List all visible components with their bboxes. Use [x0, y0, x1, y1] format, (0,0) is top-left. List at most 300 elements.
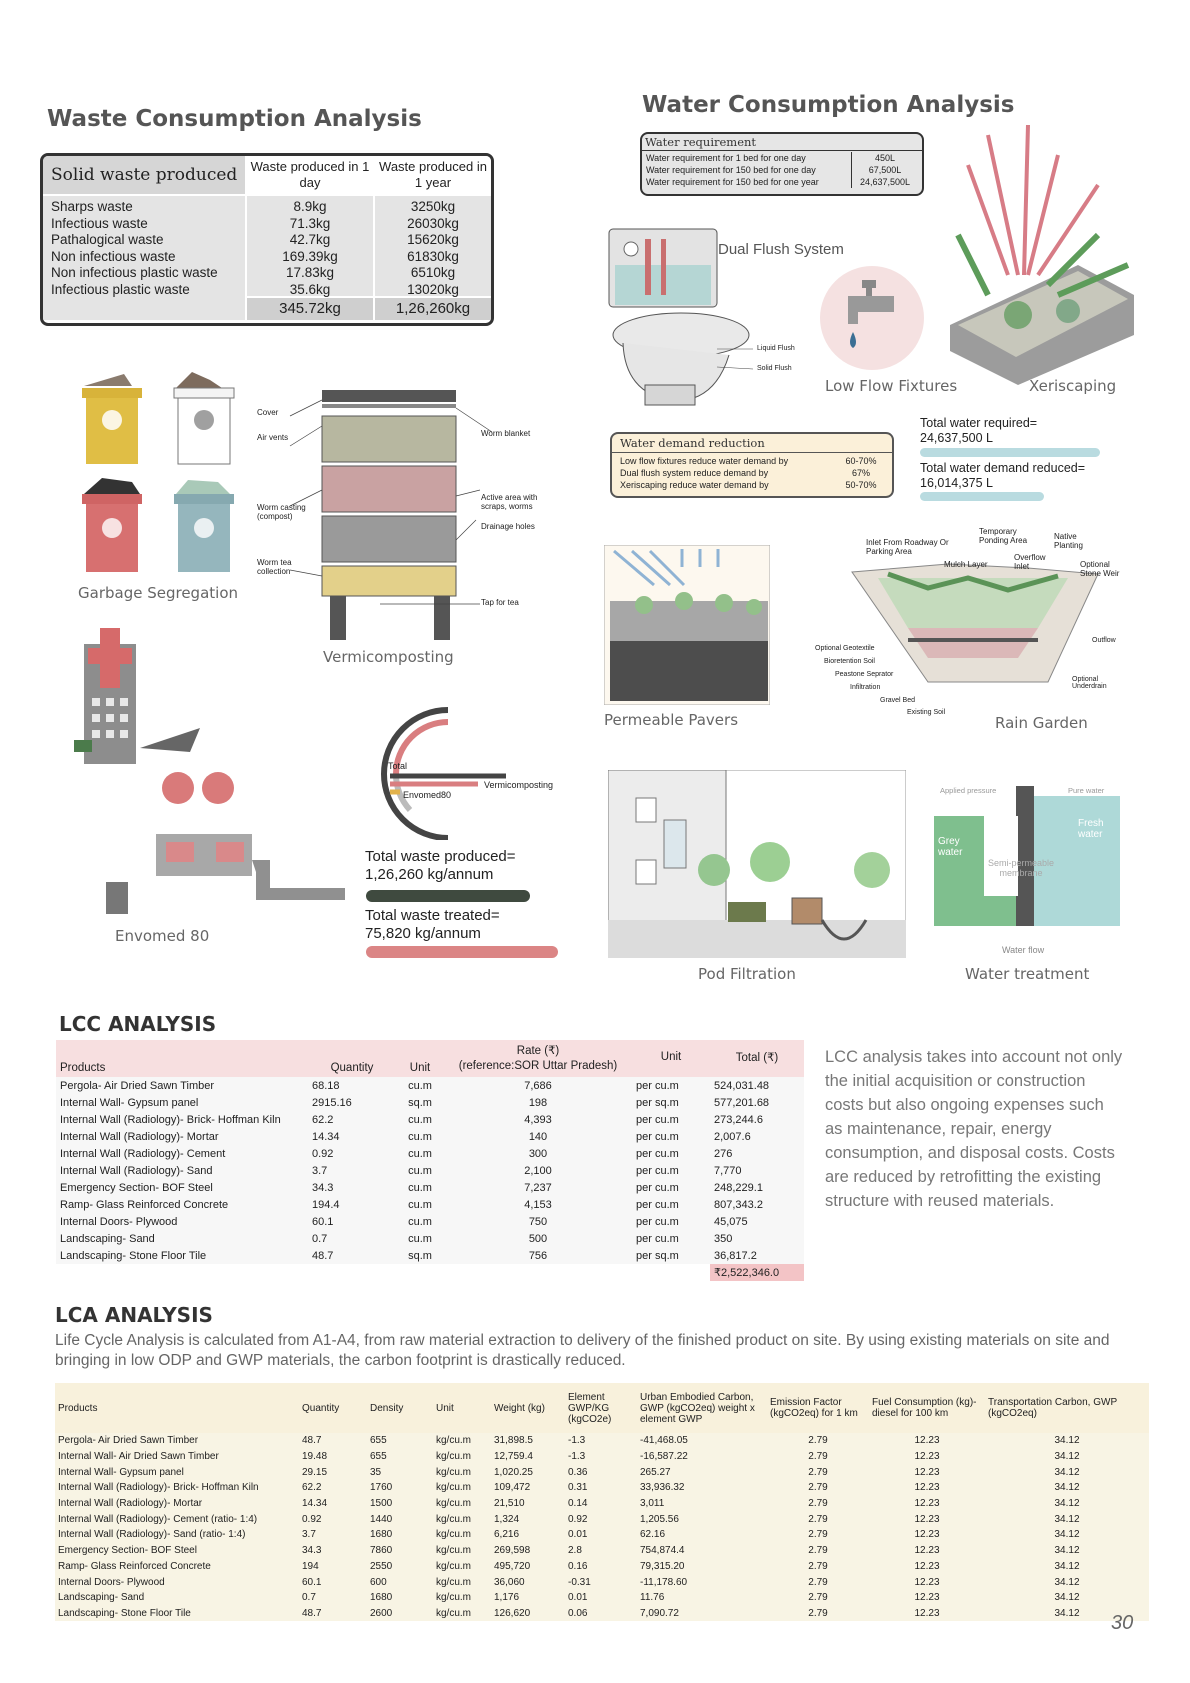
lca-cell: kg/cu.m: [433, 1606, 491, 1622]
wt-fresh-label: Fresh water: [1078, 818, 1104, 840]
lcc-cell: Pergola- Air Dried Sawn Timber: [56, 1077, 308, 1094]
lcc-cell: sq.m: [396, 1247, 444, 1264]
lcc-cell: 0.7: [308, 1230, 396, 1247]
lca-cell: 31,898.5: [491, 1433, 565, 1449]
lcc-cell: 140: [444, 1128, 632, 1145]
waste-row-name: Infectious waste: [51, 215, 148, 231]
lca-cell: 1500: [367, 1496, 433, 1512]
lca-cell: 0.01: [565, 1590, 637, 1606]
treatment-caption: Water treatment: [965, 965, 1090, 983]
water-demand-rows: [620, 455, 886, 491]
lcc-h-unit: Unit: [396, 1040, 444, 1077]
lca-row: [55, 1574, 1149, 1590]
waste-year-col: [375, 196, 491, 296]
lcc-cell: 577,201.68: [710, 1094, 804, 1111]
lcc-row: [56, 1162, 804, 1179]
lca-header: Transportation Carbon, GWP (kgCO2eq): [985, 1383, 1149, 1433]
lca-header: Products: [55, 1383, 299, 1433]
lcc-cell: per cu.m: [632, 1077, 710, 1094]
water-required-bar: [920, 448, 1100, 457]
water-title: Water Consumption Analysis: [642, 92, 1015, 118]
vermi-casting-label: Worm casting (compost): [257, 503, 306, 521]
lcc-title: LCC ANALYSIS: [59, 1012, 217, 1036]
xeriscaping-illustration: [948, 125, 1138, 385]
lca-header: Density: [367, 1383, 433, 1433]
water-demand-row: [620, 467, 886, 479]
waste-produced-bar: [366, 890, 530, 902]
lcc-cell: 248,229.1: [710, 1179, 804, 1196]
lca-cell: 34.12: [985, 1433, 1149, 1449]
wt-flow-label: Water flow: [1002, 945, 1045, 955]
lca-cell: 0.14: [565, 1496, 637, 1512]
lca-cell: 29.15: [299, 1464, 367, 1480]
lca-cell: kg/cu.m: [433, 1480, 491, 1496]
lca-cell: Internal Wall (Radiology)- Brick- Hoffman Kiln: [55, 1480, 299, 1496]
lcc-row: [56, 1128, 804, 1145]
lca-cell: 34.12: [985, 1464, 1149, 1480]
lca-cell: 2.79: [767, 1511, 869, 1527]
lca-cell: 2.79: [767, 1496, 869, 1512]
lcc-cell: per cu.m: [632, 1162, 710, 1179]
lca-cell: 1,176: [491, 1590, 565, 1606]
red-bin-icon: [82, 478, 142, 572]
lcc-cell: per cu.m: [632, 1230, 710, 1247]
lcc-cell: cu.m: [396, 1128, 444, 1145]
lca-cell: 12.23: [869, 1559, 985, 1575]
lca-cell: Internal Wall- Gypsum panel: [55, 1464, 299, 1480]
lca-cell: 12.23: [869, 1480, 985, 1496]
lca-cell: 34.12: [985, 1511, 1149, 1527]
lcc-row: [56, 1230, 804, 1247]
lca-cell: 48.7: [299, 1606, 367, 1622]
lcc-cell: Emergency Section- BOF Steel: [56, 1179, 308, 1196]
lcc-cell: 300: [444, 1145, 632, 1162]
rg-native-label: Native Planting: [1054, 532, 1083, 550]
rg-weir-label: Optional Stone Weir: [1080, 560, 1120, 578]
waste-row-year: 3250kg: [410, 199, 456, 214]
lcc-cell: 273,244.6: [710, 1111, 804, 1128]
water-req-label: Water requirement for 150 bed for one year: [646, 177, 819, 187]
water-reduced-bar: [920, 492, 1044, 501]
lcc-cell: per sq.m: [632, 1247, 710, 1264]
lca-cell: 48.7: [299, 1433, 367, 1449]
lca-cell: Internal Wall- Air Dried Sawn Timber: [55, 1449, 299, 1465]
lca-cell: 2.79: [767, 1449, 869, 1465]
lca-cell: 2.79: [767, 1464, 869, 1480]
lcc-cell: 7,770: [710, 1162, 804, 1179]
lcc-cell: 4,153: [444, 1196, 632, 1213]
lca-cell: 1,020.25: [491, 1464, 565, 1480]
lcc-row: [56, 1145, 804, 1162]
lcc-cell: 2915.16: [308, 1094, 396, 1111]
lca-cell: 62.16: [637, 1527, 767, 1543]
lcc-cell: 62.2: [308, 1111, 396, 1128]
lcc-row: [56, 1094, 804, 1111]
lca-cell: 11.76: [637, 1590, 767, 1606]
lca-cell: Internal Wall (Radiology)- Mortar: [55, 1496, 299, 1512]
lca-cell: 33,936.32: [637, 1480, 767, 1496]
lca-cell: 2550: [367, 1559, 433, 1575]
rg-inlet-label: Inlet From Roadway Or Parking Area: [866, 538, 949, 556]
rain-garden-caption: Rain Garden: [995, 714, 1088, 732]
vermi-tea-label: Worm tea collection: [257, 558, 292, 576]
lcc-cell: Landscaping- Stone Floor Tile: [56, 1247, 308, 1264]
water-req-label: Water requirement for 1 bed for one day: [646, 153, 806, 163]
lca-cell: 34.12: [985, 1480, 1149, 1496]
lca-cell: 14.34: [299, 1496, 367, 1512]
total-water-required-label: Total water required=: [920, 416, 1038, 430]
lca-cell: 2.79: [767, 1559, 869, 1575]
wt-grey-label: Grey water: [938, 836, 963, 858]
lcc-cell: 14.34: [308, 1128, 396, 1145]
lca-cell: 35: [367, 1464, 433, 1480]
lca-cell: 12.23: [869, 1433, 985, 1449]
rg-underdrain-label: Optional Underdrain: [1072, 676, 1107, 690]
lca-cell: -11,178.60: [637, 1574, 767, 1590]
lca-row: [55, 1480, 1149, 1496]
wt-membrane-label: Semi-permeable membrane: [987, 858, 1055, 878]
water-demand-row: [620, 455, 886, 467]
waste-row-name: Non infectious plastic waste: [51, 265, 218, 280]
lca-row: [55, 1559, 1149, 1575]
lca-cell: 0.92: [565, 1511, 637, 1527]
lca-header: Fuel Consumption (kg)- diesel for 100 km: [869, 1383, 985, 1433]
lca-cell: 0.92: [299, 1511, 367, 1527]
lcc-h-rate: Rate (₹) (reference:SOR Uttar Pradesh): [444, 1040, 632, 1077]
lcc-cell: Landscaping- Sand: [56, 1230, 308, 1247]
lca-header: Quantity: [299, 1383, 367, 1433]
lca-cell: 79,315.20: [637, 1559, 767, 1575]
water-req-label: Water requirement for 150 bed for one day: [646, 165, 816, 175]
lca-cell: 12.23: [869, 1511, 985, 1527]
white-bin-icon: [174, 372, 234, 464]
gauge-total-label: Total: [388, 761, 408, 771]
waste-row-year: 6510kg: [410, 265, 456, 280]
lca-header: Emission Factor (kgCO2eq) for 1 km: [767, 1383, 869, 1433]
water-demand-reduction-box: [610, 432, 894, 498]
waste-row-day: 8.9kg: [293, 199, 327, 214]
lca-cell: 36,060: [491, 1574, 565, 1590]
waste-year-header: Waste produced in 1 year: [375, 156, 491, 194]
lca-cell: 12.23: [869, 1574, 985, 1590]
waste-row-name: Infectious plastic waste: [51, 281, 190, 297]
lca-cell: 34.3: [299, 1543, 367, 1559]
lca-cell: kg/cu.m: [433, 1527, 491, 1543]
permeable-pavers-illustration: [604, 545, 770, 705]
water-requirement-row: [646, 164, 918, 176]
lcc-cell: Internal Wall- Gypsum panel: [56, 1094, 308, 1111]
water-demand-row: [620, 479, 886, 491]
water-demand-value: 67%: [851, 468, 870, 478]
lca-cell: kg/cu.m: [433, 1574, 491, 1590]
lcc-cell: per sq.m: [632, 1094, 710, 1111]
lca-cell: -1.3: [565, 1433, 637, 1449]
waste-row-day: 17.83kg: [285, 265, 335, 280]
lcc-cell: cu.m: [396, 1145, 444, 1162]
lcc-cell: per cu.m: [632, 1179, 710, 1196]
pod-filtration-illustration: [608, 770, 906, 958]
lca-cell: 34.12: [985, 1606, 1149, 1622]
water-demand-value: 50-70%: [845, 480, 877, 490]
lca-cell: 12.23: [869, 1496, 985, 1512]
total-water-required-value: 24,637,500 L: [920, 431, 993, 445]
lca-cell: 12.23: [869, 1449, 985, 1465]
lca-cell: 12.23: [869, 1527, 985, 1543]
lca-cell: Pergola- Air Dried Sawn Timber: [55, 1433, 299, 1449]
lca-cell: 21,510: [491, 1496, 565, 1512]
rg-gravel-label: Gravel Bed: [880, 697, 916, 704]
lca-cell: 12.23: [869, 1543, 985, 1559]
lcc-empty-cell: [396, 1264, 444, 1281]
lcc-cell: cu.m: [396, 1077, 444, 1094]
total-waste-produced-label: Total waste produced=: [365, 848, 516, 865]
total-waste-treated-label: Total waste treated=: [365, 907, 500, 924]
lcc-cell: 194.4: [308, 1196, 396, 1213]
lcc-cell: 750: [444, 1213, 632, 1230]
lca-cell: 265.27: [637, 1464, 767, 1480]
lca-cell: -0.31: [565, 1574, 637, 1590]
garbage-bins-illustration: [72, 368, 252, 583]
lca-cell: 3,011: [637, 1496, 767, 1512]
lcc-cell: 807,343.2: [710, 1196, 804, 1213]
water-demand-value: 60-70%: [845, 456, 877, 466]
lca-cell: 495,720: [491, 1559, 565, 1575]
xeriscaping-caption: Xeriscaping: [1029, 377, 1117, 395]
vermi-drainage-label: Drainage holes: [481, 522, 535, 531]
lca-cell: 34.12: [985, 1590, 1149, 1606]
lca-cell: 12.23: [869, 1606, 985, 1622]
waste-row-year: 13020kg: [407, 281, 459, 297]
lca-cell: 2.79: [767, 1527, 869, 1543]
lcc-cell: 34.3: [308, 1179, 396, 1196]
lcc-row: [56, 1247, 804, 1264]
lca-cell: 34.12: [985, 1527, 1149, 1543]
lca-row: [55, 1606, 1149, 1622]
waste-row-day: 35.6kg: [289, 281, 331, 297]
lca-cell: 34.12: [985, 1449, 1149, 1465]
lca-row: [55, 1433, 1149, 1449]
water-requirement-rows: [646, 152, 918, 188]
lcc-grand-total: ₹2,522,346.0: [710, 1264, 804, 1281]
lca-cell: 34.12: [985, 1559, 1149, 1575]
rg-infiltration-label: Infiltration: [850, 684, 881, 691]
lca-cell: 2600: [367, 1606, 433, 1622]
lca-cell: 600: [367, 1574, 433, 1590]
waste-day-header: Waste produced in 1 day: [247, 156, 373, 194]
lca-cell: 62.2: [299, 1480, 367, 1496]
lcc-cell: 276: [710, 1145, 804, 1162]
lcc-cell: per cu.m: [632, 1196, 710, 1213]
lca-cell: Landscaping- Sand: [55, 1590, 299, 1606]
lcc-cell: Internal Wall (Radiology)- Mortar: [56, 1128, 308, 1145]
lca-cell: Landscaping- Stone Floor Tile: [55, 1606, 299, 1622]
lca-cell: 6,216: [491, 1527, 565, 1543]
water-requirement-box: [640, 132, 924, 196]
lcc-cell: cu.m: [396, 1196, 444, 1213]
lcc-cell: per cu.m: [632, 1145, 710, 1162]
lca-cell: 655: [367, 1433, 433, 1449]
lcc-cell: per cu.m: [632, 1213, 710, 1230]
pod-caption: Pod Filtration: [698, 965, 796, 983]
lca-cell: 12.23: [869, 1464, 985, 1480]
liquid-flush-label: Liquid Flush: [757, 345, 795, 352]
lcc-cell: 7,237: [444, 1179, 632, 1196]
vermi-airvents-label: Air vents: [257, 433, 289, 442]
waste-title: Waste Consumption Analysis: [47, 106, 422, 132]
lcc-cell: 2,100: [444, 1162, 632, 1179]
lcc-row: [56, 1213, 804, 1230]
total-waste-treated-value: 75,820 kg/annum: [365, 925, 481, 942]
total-water-reduced-label: Total water demand reduced=: [920, 461, 1086, 475]
lca-cell: 2.79: [767, 1606, 869, 1622]
lca-cell: kg/cu.m: [433, 1496, 491, 1512]
vermi-cover-label: Cover: [257, 408, 279, 417]
lca-cell: 194: [299, 1559, 367, 1575]
lcc-cell: 198: [444, 1094, 632, 1111]
lcc-cell: 350: [710, 1230, 804, 1247]
lca-cell: -1.3: [565, 1449, 637, 1465]
lcc-cell: cu.m: [396, 1179, 444, 1196]
lcc-cell: 45,075: [710, 1213, 804, 1230]
lcc-row: [56, 1111, 804, 1128]
lca-cell: 1680: [367, 1590, 433, 1606]
lca-cell: 2.79: [767, 1574, 869, 1590]
vermi-active-label: Active area with scraps, worms: [481, 493, 538, 511]
gauge-envomed-label: Envomed80: [403, 790, 452, 800]
lcc-total-row: [56, 1264, 804, 1281]
waste-gauge-chart: [318, 700, 568, 840]
lcc-cell: 524,031.48: [710, 1077, 804, 1094]
lcc-h-quantity: Quantity: [308, 1040, 396, 1077]
waste-names-col: [43, 196, 245, 320]
lca-cell: 3.7: [299, 1527, 367, 1543]
lcc-cell: cu.m: [396, 1213, 444, 1230]
water-requirement-title: Water requirement: [645, 135, 757, 149]
lcc-h-products: Products: [56, 1040, 308, 1077]
lca-cell: 655: [367, 1449, 433, 1465]
lca-cell: Internal Wall (Radiology)- Cement (ratio- 1:4): [55, 1511, 299, 1527]
lca-cell: 2.79: [767, 1480, 869, 1496]
page-number: 30: [1111, 1612, 1134, 1634]
lca-row: [55, 1464, 1149, 1480]
lca-cell: 1,205.56: [637, 1511, 767, 1527]
lca-header: Urban Embodied Carbon, GWP (kgCO2eq) weight x element GWP: [637, 1383, 767, 1433]
lca-cell: 126,620: [491, 1606, 565, 1622]
vermi-caption: Vermicomposting: [323, 648, 454, 666]
garbage-caption: Garbage Segregation: [78, 584, 238, 602]
lca-cell: Internal Doors- Plywood: [55, 1574, 299, 1590]
rg-mulch-label: Mulch Layer: [944, 560, 988, 569]
lca-cell: 34.12: [985, 1543, 1149, 1559]
low-flow-faucet-illustration: [818, 262, 934, 374]
rg-overflow-label: Overflow Inlet: [1014, 553, 1046, 571]
lca-cell: 7860: [367, 1543, 433, 1559]
lca-table: [55, 1383, 1149, 1621]
lca-cell: 12,759.4: [491, 1449, 565, 1465]
lcc-cell: Internal Wall (Radiology)- Cement: [56, 1145, 308, 1162]
lcc-cell: 36,817.2: [710, 1247, 804, 1264]
lca-row: [55, 1496, 1149, 1512]
lca-cell: 7,090.72: [637, 1606, 767, 1622]
lca-cell: 109,472: [491, 1480, 565, 1496]
waste-row-day: 169.39kg: [282, 248, 338, 264]
lca-cell: Internal Wall (Radiology)- Sand (ratio- 1:4): [55, 1527, 299, 1543]
lca-row: [55, 1543, 1149, 1559]
lca-cell: kg/cu.m: [433, 1559, 491, 1575]
lca-cell: 12.23: [869, 1590, 985, 1606]
waste-row-name: Pathalogical waste: [51, 232, 164, 247]
lca-header: Weight (kg): [491, 1383, 565, 1433]
water-requirement-row: [646, 176, 918, 188]
lcc-row: [56, 1196, 804, 1213]
waste-row-day: 42.7kg: [289, 232, 331, 247]
lcc-cell: Ramp- Glass Reinforced Concrete: [56, 1196, 308, 1213]
lca-cell: 2.79: [767, 1590, 869, 1606]
lcc-table: [56, 1040, 804, 1281]
lcc-cell: 2,007.6: [710, 1128, 804, 1145]
lcc-row: [56, 1179, 804, 1196]
lca-cell: Emergency Section- BOF Steel: [55, 1543, 299, 1559]
lca-cell: 1680: [367, 1527, 433, 1543]
envomed-caption: Envomed 80: [115, 927, 210, 945]
total-water-reduced-value: 16,014,375 L: [920, 476, 993, 490]
lca-cell: 34.12: [985, 1574, 1149, 1590]
lcc-cell: 756: [444, 1247, 632, 1264]
rg-geotextile-label: Optional Geotextile: [815, 645, 875, 652]
lcc-cell: cu.m: [396, 1230, 444, 1247]
lcc-cell: 7,686: [444, 1077, 632, 1094]
envomed-illustration: [70, 628, 350, 918]
lcc-cell: 48.7: [308, 1247, 396, 1264]
lca-cell: 0.31: [565, 1480, 637, 1496]
rg-existing-label: Existing Soil: [907, 709, 946, 716]
lcc-empty-cell: [632, 1264, 710, 1281]
lca-cell: kg/cu.m: [433, 1433, 491, 1449]
waste-row-year: 26030kg: [407, 215, 459, 231]
solid-flush-label: Solid Flush: [757, 365, 792, 372]
water-demand-label: Low flow fixtures reduce water demand by: [620, 456, 789, 466]
rg-peastone-label: Peastone Seprator: [835, 671, 894, 678]
lca-cell: 0.16: [565, 1559, 637, 1575]
lcc-cell: Internal Wall (Radiology)- Brick- Hoffman Kiln: [56, 1111, 308, 1128]
lca-description: Life Cycle Analysis is calculated from A1-A4, from raw material extraction to delivery of the finished product on site. By using existing materials on site and bringing in low ODP and GWP materials, the carbon footprint is drastically reduced.: [55, 1332, 1110, 1369]
lca-cell: 34.12: [985, 1496, 1149, 1512]
lca-cell: -16,587.22: [637, 1449, 767, 1465]
lca-cell: 2.8: [565, 1543, 637, 1559]
lca-header: Unit: [433, 1383, 491, 1433]
lcc-cell: 68.18: [308, 1077, 396, 1094]
low-flow-caption: Low Flow Fixtures: [825, 377, 958, 395]
lcc-empty-cell: [308, 1264, 396, 1281]
lcc-cell: sq.m: [396, 1094, 444, 1111]
permeable-caption: Permeable Pavers: [604, 711, 739, 729]
lca-cell: kg/cu.m: [433, 1464, 491, 1480]
water-req-value: 450L: [851, 152, 918, 164]
lca-cell: 0.7: [299, 1590, 367, 1606]
waste-day-col: [247, 196, 373, 296]
water-demand-label: Dual flush system reduce demand by: [620, 468, 769, 478]
waste-row-name: Non infectious waste: [51, 248, 176, 264]
lca-row: [55, 1449, 1149, 1465]
water-demand-label: Xeriscaping reduce water demand by: [620, 480, 769, 490]
lcc-cell: 60.1: [308, 1213, 396, 1230]
waste-row-day: 71.3kg: [289, 215, 331, 231]
lcc-row: [56, 1077, 804, 1094]
rg-outflow-label: Outflow: [1092, 637, 1116, 644]
lca-cell: 1760: [367, 1480, 433, 1496]
waste-treated-bar: [366, 946, 558, 958]
gauge-vermi-label: Vermicomposting: [484, 780, 554, 790]
